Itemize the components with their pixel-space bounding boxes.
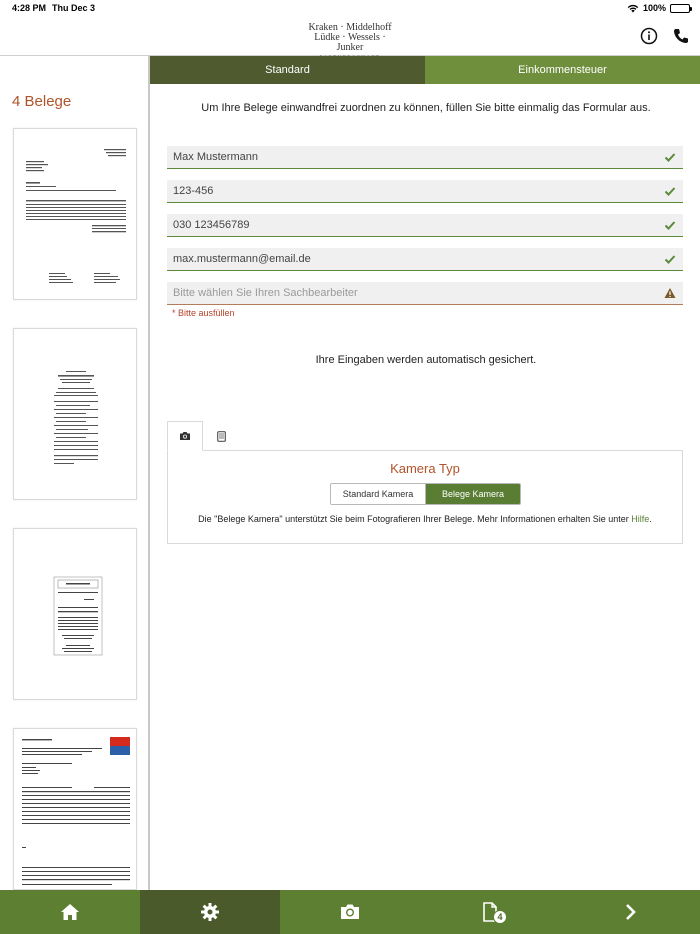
phone-field-value: 030 123456789 [173, 219, 250, 231]
phone-field[interactable] [167, 214, 683, 237]
camera-tab-bar [167, 421, 267, 451]
logo-line-1: Kraken · Middelhoff [308, 22, 392, 33]
tab-standard[interactable]: Standard [150, 56, 425, 84]
standard-camera-button[interactable]: Standard Kamera [331, 484, 426, 504]
chevron-right-icon [619, 901, 641, 923]
email-field-value: max.mustermann@email.de [173, 253, 311, 265]
documents-button[interactable] [420, 890, 560, 934]
status-right [627, 3, 690, 13]
client-number-field-value: 123-456 [173, 185, 214, 197]
document-thumbnail[interactable] [13, 728, 137, 890]
client-number-field[interactable] [167, 180, 683, 203]
camera-description-text: Die "Belege Kamera" unterstützt Sie beim Fotografieren Ihrer Belege. Mehr Informationen erhalten Sie unter [198, 514, 629, 524]
advisor-select[interactable] [167, 282, 683, 305]
belege-camera-button[interactable]: Belege Kamera [426, 484, 520, 504]
document-thumbnail[interactable] [13, 128, 137, 300]
required-error-text: * Bitte ausfüllen [172, 308, 235, 318]
tablet-tab[interactable] [203, 421, 239, 451]
tab-bar [150, 56, 700, 84]
documents-count-title: 4 Belege [12, 93, 72, 110]
name-field[interactable] [167, 146, 683, 169]
camera-description-end: . [649, 514, 652, 524]
receipt-preview [14, 129, 137, 300]
home-button[interactable] [0, 890, 140, 934]
document-thumbnail[interactable] [13, 528, 137, 700]
bottom-nav-bar [0, 890, 700, 934]
status-time: 4:28 PM [12, 3, 47, 13]
warning-icon [664, 287, 676, 299]
settings-button[interactable] [140, 890, 280, 934]
check-icon [664, 253, 676, 265]
battery-percent: 100% [642, 3, 666, 13]
documents-count-badge: 4 [493, 910, 507, 924]
camera-type-title: Kamera Typ [390, 461, 460, 476]
email-field[interactable] [167, 248, 683, 271]
tab-einkommensteuer[interactable]: Einkommensteuer [425, 56, 700, 84]
check-icon [664, 151, 676, 163]
advisor-select-placeholder: Bitte wählen Sie Ihren Sachbearbeiter [173, 287, 358, 299]
receipt-preview [14, 329, 137, 500]
autosave-notice: Ihre Eingaben werden automatisch gesichert. [315, 354, 537, 366]
home-icon [59, 901, 81, 923]
camera-icon [339, 901, 361, 923]
phone-icon[interactable] [672, 27, 690, 45]
name-field-value: Max Mustermann [173, 151, 258, 163]
camera-icon [179, 431, 191, 441]
receipt-preview [14, 529, 137, 700]
receipt-preview [14, 729, 137, 890]
document-sidebar [0, 56, 150, 890]
help-link[interactable]: Hilfe [631, 514, 650, 524]
camera-button[interactable] [280, 890, 420, 934]
logo-line-2: Lüdke · Wessels · Junker [314, 32, 386, 53]
document-thumbnail[interactable] [13, 328, 137, 500]
camera-type-segmented-control [330, 483, 521, 505]
wifi-icon [627, 4, 639, 13]
camera-type-panel [167, 450, 683, 544]
form-panel [152, 84, 700, 890]
tablet-icon [217, 431, 226, 442]
check-icon [664, 219, 676, 231]
status-bar [0, 0, 700, 16]
camera-tab[interactable] [167, 421, 203, 451]
next-button[interactable] [560, 890, 700, 934]
check-icon [664, 185, 676, 197]
info-icon[interactable] [640, 27, 658, 45]
camera-description [168, 514, 682, 524]
app-header [0, 16, 700, 56]
form-intro-text: Um Ihre Belege einwandfrei zuordnen zu können, füllen Sie bitte einmalig das Formular aus. [201, 102, 651, 114]
status-date: Thu Dec 3 [52, 3, 96, 13]
settings-icon [199, 901, 221, 923]
battery-icon [670, 4, 690, 13]
